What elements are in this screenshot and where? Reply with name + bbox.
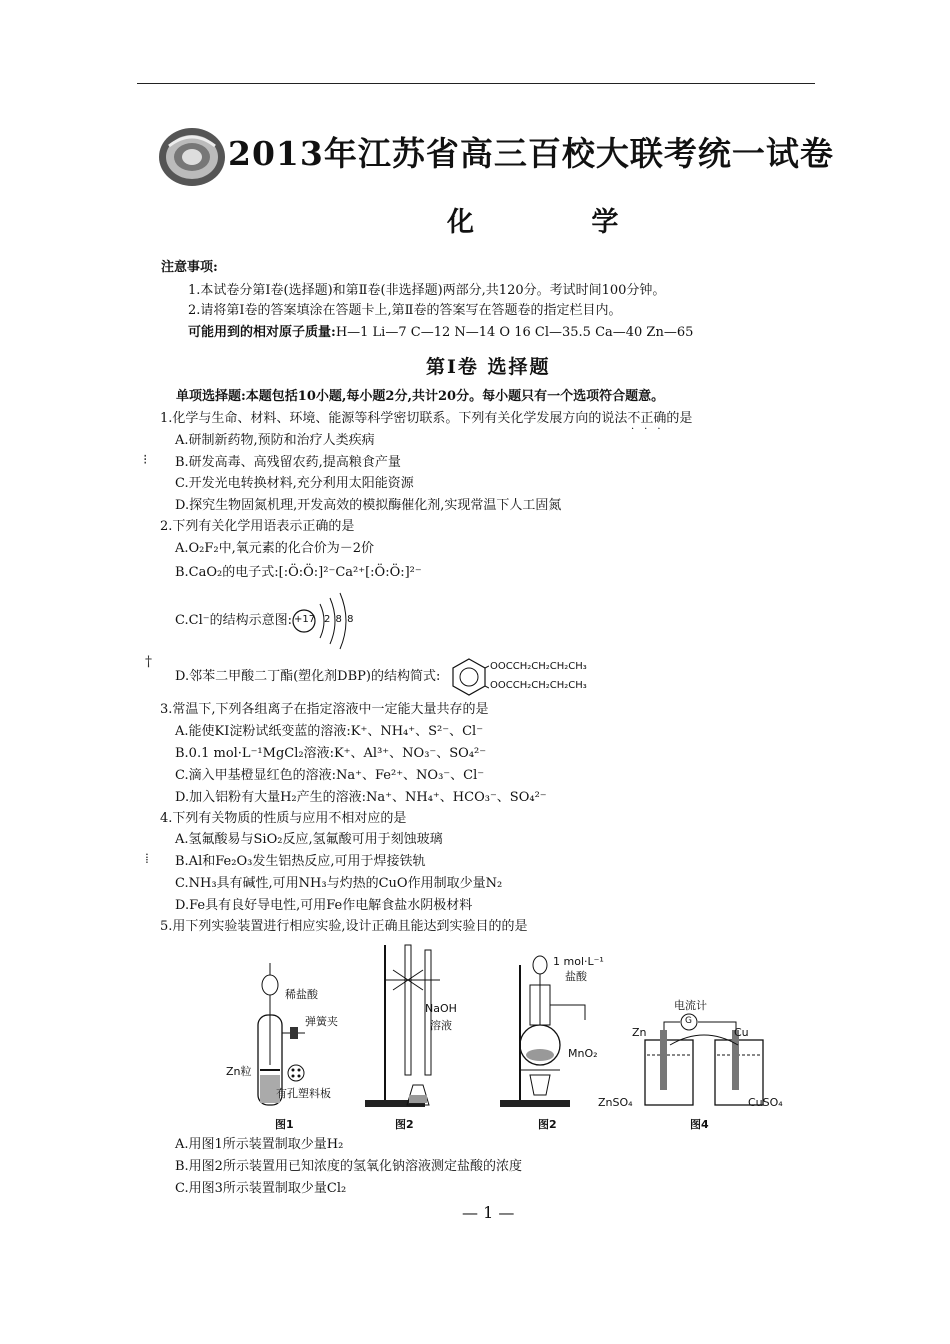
fig3-label-acid: 盐酸 xyxy=(565,970,587,983)
fig3-label-concentration: 1 mol·L⁻¹ xyxy=(553,955,604,968)
header-rule xyxy=(137,83,815,84)
figure-4-galvanic-cell xyxy=(640,1010,770,1110)
q4-option-c: C.NH₃具有碱性,可用NH₃与灼热的CuO作用制取少量N₂ xyxy=(175,876,503,891)
atomic-mass-line xyxy=(188,325,693,341)
notes-line-2: 2.请将第Ⅰ卷的答案填涂在答题卡上,第Ⅱ卷的答案写在答题卷的指定栏目内。 xyxy=(188,303,622,318)
fig1-label-zinc: Zn粒 xyxy=(226,1065,252,1078)
q1-option-a: A.研制新药物,预防和治疗人类疾病 xyxy=(175,433,375,448)
exam-title: 2013年江苏省高三百校大联考统一试卷 xyxy=(228,134,834,173)
q2-stem: 2.下列有关化学用语表示正确的是 xyxy=(160,519,355,534)
fig4-label-galvanometer: 电流计 xyxy=(674,999,707,1012)
fig4-label-znso4: ZnSO₄ xyxy=(598,1096,633,1109)
section-title: 第Ⅰ卷 选择题 xyxy=(426,356,551,378)
fig3-label-mno2: MnO₂ xyxy=(568,1047,598,1060)
q2-option-b xyxy=(175,565,422,581)
dbp-substituent-2: OOCCH₂CH₂CH₂CH₃ xyxy=(490,680,587,691)
figure-2-caption: 图2 xyxy=(395,1118,414,1131)
q5-option-a: A.用图1所示装置制取少量H₂ xyxy=(175,1137,344,1152)
q2-option-b-label: B.CaO₂的电子式: xyxy=(175,565,279,580)
page-number: — 1 — xyxy=(462,1203,515,1222)
q5-option-b: B.用图2所示装置用已知浓度的氢氧化钠溶液测定盐酸的浓度 xyxy=(175,1159,522,1174)
q4-option-b: B.Al和Fe₂O₃发生铝热反应,可用于焊接铁轨 xyxy=(175,854,426,869)
q2-option-d-label: D.邻苯二甲酸二丁酯(塑化剂DBP)的结构简式: xyxy=(175,669,441,684)
perforated-plate-icon xyxy=(287,1064,305,1082)
q5-option-c: C.用图3所示装置制取少量Cl₂ xyxy=(175,1181,347,1196)
q1-stem: 1.化学与生命、材料、环境、能源等科学密切联系。下列有关化学发展方向的说法不正确的是 xyxy=(160,411,693,426)
nucleus-charge: +17 xyxy=(294,614,316,625)
fig4-label-cu: Cu xyxy=(734,1026,749,1039)
electron-shells: 2 8 8 xyxy=(324,614,355,625)
q3-option-b: B.0.1 mol·L⁻¹MgCl₂溶液:K⁺、Al³⁺、NO₃⁻、SO₄²⁻ xyxy=(175,746,487,761)
q1-option-d: D.探究生物固氮机理,开发高效的模拟酶催化剂,实现常温下人工固氮 xyxy=(175,498,562,513)
notes-heading: 注意事项: xyxy=(161,260,218,275)
q4-stem: 4.下列有关物质的性质与应用不相对应的是 xyxy=(160,811,407,826)
q3-stem: 3.常温下,下列各组离子在指定溶液中一定能大量共存的是 xyxy=(160,702,489,717)
subject-title: 化 学 xyxy=(447,207,673,238)
q1-option-b: B.研发高毒、高残留农药,提高粮食产量 xyxy=(175,455,401,470)
fig2-label-solution: 溶液 xyxy=(430,1019,452,1032)
q1-option-c: C.开发光电转换材料,充分利用太阳能资源 xyxy=(175,476,414,491)
fig4-label-zn: Zn xyxy=(632,1026,647,1039)
q5-stem: 5.用下列实验装置进行相应实验,设计正确且能达到实验目的的是 xyxy=(160,919,528,934)
fig1-label-acid: 稀盐酸 xyxy=(285,988,318,1001)
dbp-substituent-1: OOCCH₂CH₂CH₂CH₃ xyxy=(490,661,587,672)
section-instruction: 单项选择题:本题包括10小题,每小题2分,共计20分。每小题只有一个选项符合题意。 xyxy=(176,389,665,404)
school-seal-logo xyxy=(157,126,227,188)
margin-mark: ⁝ xyxy=(143,452,148,468)
figure-4-caption: 图4 xyxy=(690,1118,709,1131)
fig1-label-clamp: 弹簧夹 xyxy=(305,1015,338,1028)
fig4-label-cuso4: CuSO₄ xyxy=(748,1096,783,1109)
q3-option-c: C.滴入甲基橙显红色的溶液:Na⁺、Fe²⁺、NO₃⁻、Cl⁻ xyxy=(175,768,485,783)
fig2-label-naoh: NaOH xyxy=(425,1002,457,1015)
emphasis-dots: ··· xyxy=(631,424,671,435)
q3-option-d: D.加入铝粉有大量H₂产生的溶液:Na⁺、NH₄⁺、HCO₃⁻、SO₄²⁻ xyxy=(175,790,547,805)
q3-option-a: A.能使KI淀粉试纸变蓝的溶液:K⁺、NH₄⁺、S²⁻、Cl⁻ xyxy=(175,724,484,739)
fig1-label-plate: 有孔塑料板 xyxy=(276,1087,331,1100)
figure-3-caption: 图2 xyxy=(538,1118,557,1131)
q4-option-d: D.Fe具有良好导电性,可用Fe作电解食盐水阴极材料 xyxy=(175,898,473,913)
figure-1-caption: 图1 xyxy=(275,1118,294,1131)
margin-mark: ⁞ xyxy=(145,851,149,867)
margin-mark: † xyxy=(145,654,152,670)
figure-3-chlorine-apparatus xyxy=(500,945,610,1110)
electron-formula: [:Ö:Ö:]²⁻Ca²⁺[:Ö:Ö:]²⁻ xyxy=(278,565,422,580)
q2-option-a: A.O₂F₂中,氧元素的化合价为－2价 xyxy=(175,541,375,556)
q4-option-a: A.氢氟酸易与SiO₂反应,氢氟酸可用于刻蚀玻璃 xyxy=(175,832,443,847)
notes-line-1: 1.本试卷分第Ⅰ卷(选择题)和第Ⅱ卷(非选择题)两部分,共120分。考试时间100分钟。 xyxy=(188,283,666,298)
q2-option-c-label: C.Cl⁻的结构示意图: xyxy=(175,613,292,628)
benzene-ring-icon xyxy=(449,656,489,698)
atomic-mass-label: 可能用到的相对原子质量: xyxy=(188,325,336,340)
fig4-label-g: G xyxy=(685,1016,692,1026)
atomic-mass-values: H—1 Li—7 C—12 N—14 O 16 Cl—35.5 Ca—40 Zn—65 xyxy=(335,325,694,340)
